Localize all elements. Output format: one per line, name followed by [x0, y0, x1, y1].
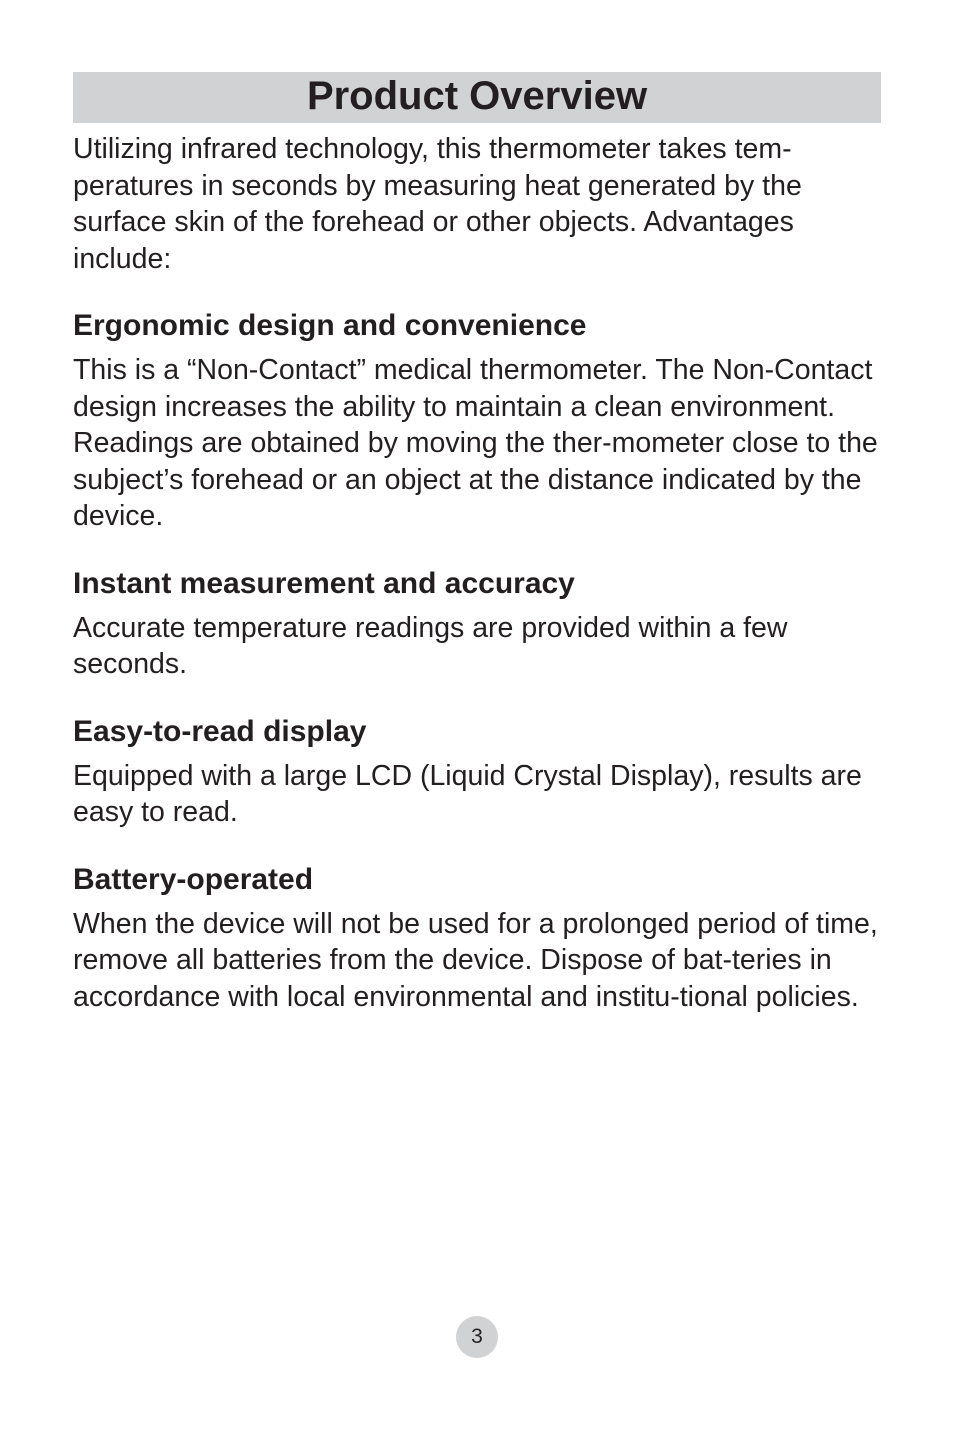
- section-body: When the device will not be used for a prolonged period of time, remove all batteries from the device. Dispose of bat-teries in accordance with local environmental and institu-tional policies.: [73, 907, 878, 1013]
- section-body: Equipped with a large LCD (Liquid Crystal Display), results are easy to read.: [73, 759, 862, 828]
- intro-paragraph: Utilizing infrared technology, this thermometer takes tem-peratures in seconds by measuring heat generated by the surface skin of the forehead or other objects. Advantages include:: [73, 133, 802, 275]
- document-page: [73, 72, 881, 1015]
- title-bar: [73, 72, 881, 123]
- section-heading: Instant measurement and accuracy: [73, 566, 575, 600]
- section-heading: Easy-to-read display: [73, 714, 367, 748]
- section-body: Accurate temperature readings are provided within a few seconds.: [73, 611, 788, 680]
- section-ergonomic-design: [73, 307, 881, 535]
- section-body: This is a “Non-Contact” medical thermometer. The Non-Contact design increases the ability to maintain a clean environment. Readings are obtained by moving the ther-mometer close to the subject’s forehead or an object at the distance indicated by the device.: [73, 354, 878, 532]
- section-heading: Battery-operated: [73, 862, 314, 896]
- page-number-badge: 3: [456, 1316, 498, 1358]
- section-heading: Ergonomic design and convenience: [73, 309, 587, 342]
- page-title: Product Overview: [306, 74, 648, 118]
- section-easy-to-read-display: [73, 713, 881, 831]
- section-battery-operated: [73, 861, 881, 1016]
- section-instant-measurement: [73, 565, 881, 683]
